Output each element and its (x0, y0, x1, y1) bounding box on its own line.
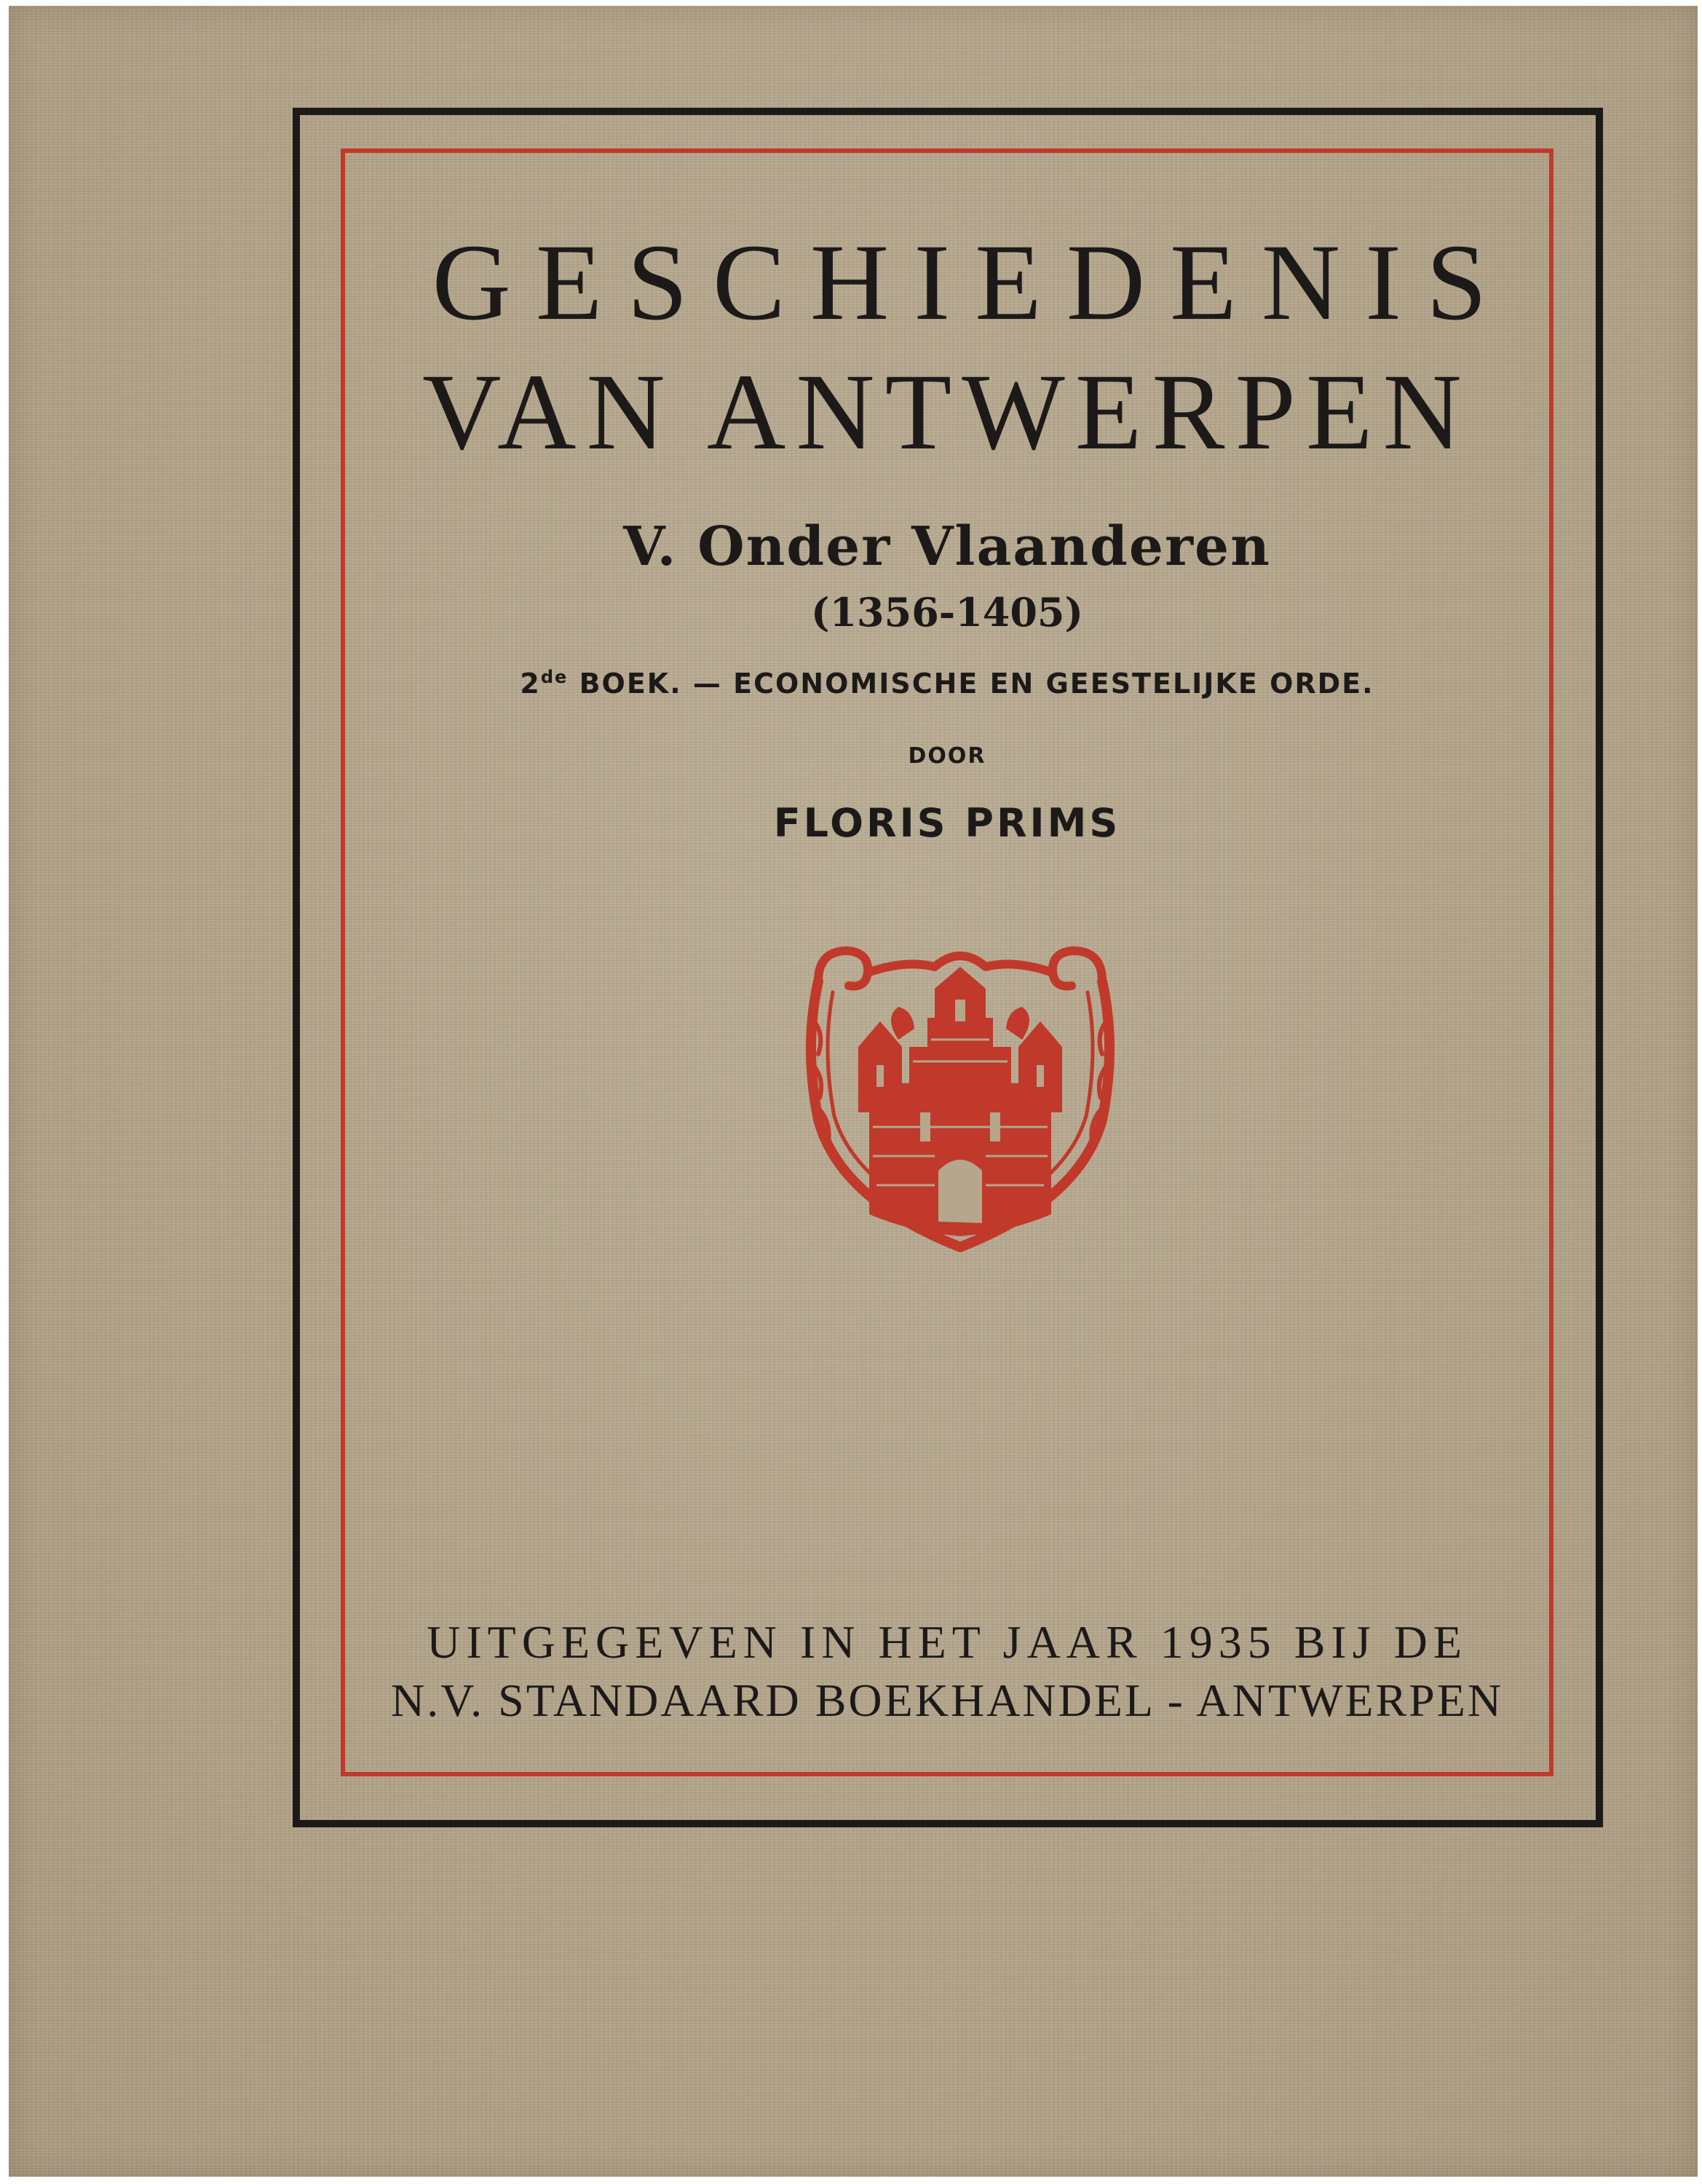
book-description (341, 660, 1553, 701)
title-line-1: GESCHIEDENIS (432, 222, 1512, 343)
title-line-2: VAN ANTWERPEN (422, 352, 1472, 472)
volume-subtitle: V. Onder Vlaanderen (623, 515, 1271, 578)
book-number-suffix: de (540, 667, 569, 687)
book-number: 2 (520, 668, 541, 700)
by-label: DOOR (908, 743, 986, 769)
book-text: BOEK. — ECONOMISCHE EN GEESTELIJKE ORDE. (568, 668, 1374, 700)
volume-years: (1356-1405) (810, 589, 1084, 636)
publisher-line-1: UITGEGEVEN IN HET JAAR 1935 BIJ DE (427, 1616, 1468, 1668)
antwerp-castle-coat-of-arms-icon (789, 938, 1131, 1258)
book-cover (9, 6, 1698, 2177)
publisher-line-2: N.V. STANDAARD BOEKHANDEL - ANTWERPEN (390, 1674, 1504, 1726)
author-name: FLORIS PRIMS (773, 800, 1121, 846)
